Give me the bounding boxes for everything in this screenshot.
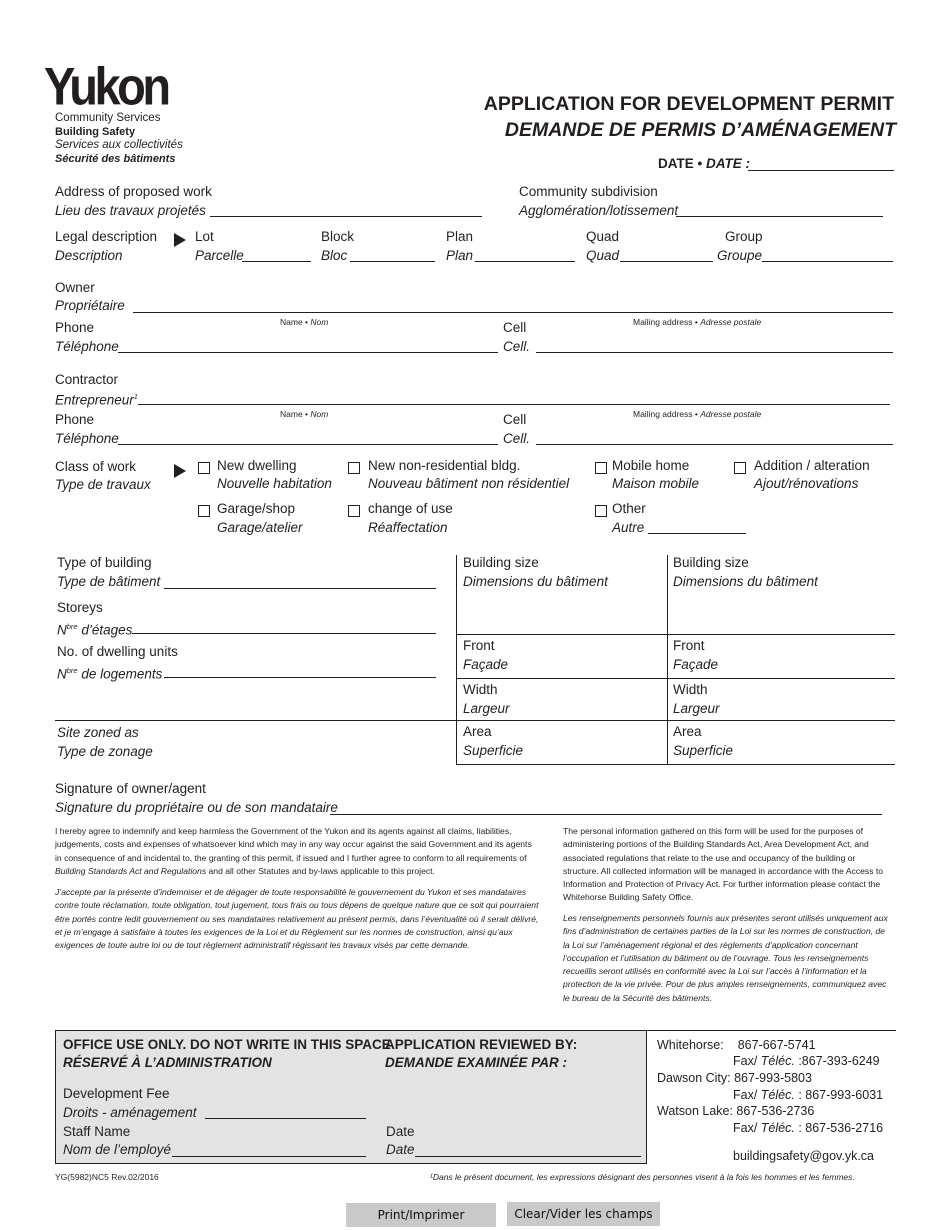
contact-email[interactable]: buildingsafety@gov.yk.ca xyxy=(733,1149,875,1163)
addition-label-fr: Ajout/rénovations xyxy=(754,476,859,491)
width2-label-en: Width xyxy=(673,682,708,697)
signature-label-en: Signature of owner/agent xyxy=(55,781,206,796)
contractor-phone-field[interactable] xyxy=(118,444,498,445)
contractor-name-hint: Name • Nom xyxy=(280,409,329,419)
contractor-field[interactable] xyxy=(138,404,890,405)
contact-watson: Watson Lake: 867-536-2736 xyxy=(657,1104,815,1118)
block-field[interactable] xyxy=(350,261,435,262)
office-box-top-rule xyxy=(647,1030,896,1031)
print-button[interactable]: Print/Imprimer xyxy=(346,1203,496,1227)
owner-mail-hint: Mailing address • Adresse postale xyxy=(633,317,762,327)
footer-note: ¹Dans le présent document, les expressions désignant des personnes visent à la fois les hommes et les femmes. xyxy=(430,1172,855,1182)
office-date-label-fr: Date xyxy=(386,1142,415,1157)
fee-label-fr: Droits - aménagement xyxy=(63,1105,197,1120)
contractor-label-en: Contractor xyxy=(55,372,119,387)
address-field[interactable] xyxy=(210,216,482,217)
office-date-label-en: Date xyxy=(386,1124,415,1139)
group-label-en: Group xyxy=(725,229,763,244)
owner-phone-field[interactable] xyxy=(118,352,498,353)
garage-label-en: Garage/shop xyxy=(217,501,296,516)
legal-label-en: Legal description xyxy=(55,229,158,244)
subdivision-label-en: Community subdivision xyxy=(519,184,658,199)
front-label-en: Front xyxy=(463,638,495,653)
storeys-label-en: Storeys xyxy=(57,600,103,615)
other-field[interactable] xyxy=(648,533,746,534)
new-dwelling-checkbox[interactable] xyxy=(198,462,210,474)
owner-cell-label-en: Cell xyxy=(503,320,527,335)
contractor-cell-field[interactable] xyxy=(536,444,893,445)
fee-field[interactable] xyxy=(205,1118,366,1119)
building-type-label-en: Type of building xyxy=(57,555,152,570)
date-field[interactable] xyxy=(748,170,894,171)
indemnity-text-en: I hereby agree to indemnify and keep harmless the Government of the Yukon and its agents against all claims, liabilities, judgements, costs and expenses of whatsoever kind which may in any way occur against the said Government and its agents in consequence of and incidental to, the granting of this permit, if issued and I further agree to conform to all requirements of Building Standards Act and Regulations and all other Statutes and by-laws applicable to this project. xyxy=(55,826,532,876)
new-dwelling-label-en: New dwelling xyxy=(217,458,297,473)
owner-phone-label-fr: Téléphone xyxy=(55,339,119,354)
other-label-en: Other xyxy=(612,501,646,516)
area-label-en: Area xyxy=(463,724,492,739)
privacy-text-en: The personal information gathered on this form will be used for the purposes of administering portions of the Building Standards Act, Area Development Act, and associated regulations that relate to the use and occupancy of the building or structure. All collected information will be managed in accordance with the Access to Information and Protection of Privacy Act. For further information please contact the Whitehorse Building Safety Office. xyxy=(563,826,884,903)
area2-label-fr: Superficie xyxy=(673,743,734,758)
size-label-en: Building size xyxy=(463,555,539,570)
other-checkbox[interactable] xyxy=(595,505,607,517)
contractor-phone-label-fr: Téléphone xyxy=(55,431,119,446)
contractor-mail-hint: Mailing address • Adresse postale xyxy=(633,409,762,419)
mobile-home-label-fr: Maison mobile xyxy=(612,476,700,491)
owner-cell-field[interactable] xyxy=(536,352,893,353)
class-label-en: Class of work xyxy=(55,459,137,474)
grid-rule-1 xyxy=(456,634,895,635)
owner-label-en: Owner xyxy=(55,280,95,295)
zoned-label-fr: Type de zonage xyxy=(57,744,153,759)
signature-label-fr: Signature du propriétaire ou de son mandataire xyxy=(55,800,338,815)
units-field[interactable] xyxy=(164,677,436,678)
grid-rule-4 xyxy=(456,764,895,765)
contact-dawson-fax: Fax/ Téléc. : 867-993-6031 xyxy=(733,1088,884,1102)
quad-label-en: Quad xyxy=(586,229,620,244)
legal-label-fr: Description xyxy=(55,248,123,263)
grid-rule-2 xyxy=(456,678,895,679)
block-label-en: Block xyxy=(321,229,355,244)
contractor-cell-label-fr: Cell. xyxy=(503,431,531,446)
office-heading-en: OFFICE USE ONLY. DO NOT WRITE IN THIS SPACE xyxy=(63,1037,391,1052)
units-label-fr: $N^{bre}$ de logements xyxy=(57,666,163,682)
non-residential-label-en: New non-residential bldg. xyxy=(368,458,521,473)
mobile-home-checkbox[interactable] xyxy=(595,462,607,474)
logo-line4: Sécurité des bâtiments xyxy=(55,153,176,165)
fee-label-en: Development Fee xyxy=(63,1086,170,1101)
address-label-fr: Lieu des travaux projetés xyxy=(55,203,206,218)
clear-button[interactable]: Clear/Vider les champs xyxy=(507,1202,660,1226)
plan-label-en: Plan xyxy=(446,229,474,244)
privacy-text-fr: Les renseignements personnels fournis aux présentes seront utilisés uniquement aux fins d’administration de certaines parties de la Loi sur les normes de construction, de la Loi sur l’aménagement régional et des règlements d’application concernant l’occupation et l’utilisation du bâtiment ou de l’ouvrage. Tous les renseignements recueillis seront utilisés en conformité avec la Loi sur l’accès à l’information et la protection de la vie privée. Pour de plus amples renseignements, communiquez avec le bureau de la Sécurité des bâtiments. xyxy=(563,913,888,1003)
width-label-fr: Largeur xyxy=(463,701,510,716)
change-of-use-label-fr: Réaffectation xyxy=(368,520,448,535)
addition-checkbox[interactable] xyxy=(734,462,746,474)
grid-divider-2 xyxy=(667,555,668,765)
plan-label-fr: Plan xyxy=(446,248,474,263)
indemnity-text-fr: J’accepte par la présente d’indemniser et de dégager de toute responsabilité le gouvernement du Yukon et ses mandataires contre toute réclamation, toute obligation, tout jugement, tous frais ou tous dépens de quelque nature que ce soit qui pourraient être portés contre ledit gouvernement ou ses mandataires relativement au présent permis, dans l’éventualité où il serait délivré, et je m’engage à satisfaire à toutes les exigences de la Loi et du Règlement sur les normes de construction, ainsi qu’aux exigences de toute autre loi ou de tout règlement administratif régissant les travaux visés par cette demande. xyxy=(55,887,539,951)
owner-phone-label-en: Phone xyxy=(55,320,95,335)
group-field[interactable] xyxy=(762,261,893,262)
yukon-logo xyxy=(44,54,214,169)
subdivision-label-fr: Agglomération/lotissement xyxy=(519,203,679,218)
office-date-field[interactable] xyxy=(415,1156,641,1157)
staff-label-en: Staff Name xyxy=(63,1124,131,1139)
storeys-field[interactable] xyxy=(132,633,436,634)
storeys-label-fr: $N^{bre}$ d’étages xyxy=(57,622,133,638)
size-label-fr: Dimensions du bâtiment xyxy=(463,574,608,589)
size2-label-fr: Dimensions du bâtiment xyxy=(673,574,818,589)
owner-field[interactable] xyxy=(133,312,893,313)
change-of-use-label-en: change of use xyxy=(368,501,453,516)
building-type-label-fr: Type de bâtiment xyxy=(57,574,161,589)
area2-label-en: Area xyxy=(673,724,702,739)
contact-whitehorse-fax: Fax/ Téléc. :867-393-6249 xyxy=(733,1054,880,1068)
building-type-field[interactable] xyxy=(164,588,436,589)
owner-cell-label-fr: Cell. xyxy=(503,339,531,354)
area-label-fr: Superficie xyxy=(463,743,524,758)
mobile-home-label-en: Mobile home xyxy=(612,458,690,473)
logo-line2: Building Safety xyxy=(55,126,136,138)
owner-label-fr: Propriétaire xyxy=(55,298,125,313)
office-heading-fr: RÉSERVÉ À L’ADMINISTRATION xyxy=(63,1055,272,1070)
change-of-use-checkbox[interactable] xyxy=(348,505,360,517)
size2-label-en: Building size xyxy=(673,555,749,570)
logo-line1: Community Services xyxy=(55,112,161,124)
date-label: DATE • DATE : xyxy=(658,156,750,171)
plan-field[interactable] xyxy=(475,261,575,262)
garage-checkbox[interactable] xyxy=(198,505,210,517)
owner-name-hint: Name • Nom xyxy=(280,317,329,327)
contact-watson-fax: Fax/ Téléc. : 867-536-2716 xyxy=(733,1121,884,1135)
front2-label-en: Front xyxy=(673,638,705,653)
new-dwelling-label-fr: Nouvelle habitation xyxy=(217,476,332,491)
garage-label-fr: Garage/atelier xyxy=(217,520,303,535)
addition-label-en: Addition / alteration xyxy=(754,458,870,473)
lot-label-fr: Parcelle xyxy=(195,248,244,263)
title-fr: DEMANDE DE PERMIS D’AMÉNAGEMENT xyxy=(504,119,896,141)
quad-field[interactable] xyxy=(620,261,713,262)
zoned-label-en: Site zoned as xyxy=(57,725,139,740)
grid-divider-1 xyxy=(456,555,457,765)
logo-line3: Services aux collectivités xyxy=(55,139,183,151)
contractor-cell-label-en: Cell xyxy=(503,412,527,427)
non-residential-label-fr: Nouveau bâtiment non résidentiel xyxy=(368,476,570,491)
non-residential-checkbox[interactable] xyxy=(348,462,360,474)
width-label-en: Width xyxy=(463,682,498,697)
logo-wordmark: Yukon xyxy=(44,56,168,116)
width2-label-fr: Largeur xyxy=(673,701,720,716)
title-en: APPLICATION FOR DEVELOPMENT PERMIT xyxy=(483,93,894,115)
group-label-fr: Groupe xyxy=(717,248,763,263)
other-label-fr: Autre xyxy=(612,520,645,535)
grid-rule-3 xyxy=(55,720,895,721)
arrow-right-icon xyxy=(174,233,186,247)
signature-field[interactable] xyxy=(330,814,882,815)
subdivision-field[interactable] xyxy=(676,216,883,217)
form-number: YG(5982)NC5 Rev.02/2016 xyxy=(55,1172,159,1182)
front-label-fr: Façade xyxy=(463,657,509,672)
reviewed-heading-fr: DEMANDE EXAMINÉE PAR : xyxy=(385,1055,568,1070)
contact-dawson: Dawson City: 867-993-5803 xyxy=(657,1071,812,1085)
front2-label-fr: Façade xyxy=(673,657,719,672)
contractor-phone-label-en: Phone xyxy=(55,412,95,427)
contractor-label-fr: Entrepreneur$^1$ xyxy=(55,392,138,408)
lot-label-en: Lot xyxy=(195,229,214,244)
staff-label-fr: Nom de l’employé xyxy=(63,1142,172,1157)
contact-whitehorse: Whitehorse: 867-667-5741 xyxy=(657,1038,816,1052)
reviewed-heading-en: APPLICATION REVIEWED BY: xyxy=(385,1037,578,1052)
staff-field[interactable] xyxy=(172,1156,366,1157)
arrow-right-icon xyxy=(174,464,186,478)
address-label-en: Address of proposed work xyxy=(55,184,212,199)
quad-label-fr: Quad xyxy=(586,248,620,263)
block-label-fr: Bloc xyxy=(321,248,348,263)
units-label-en: No. of dwelling units xyxy=(57,644,178,659)
class-label-fr: Type de travaux xyxy=(55,477,151,492)
lot-field[interactable] xyxy=(242,261,311,262)
